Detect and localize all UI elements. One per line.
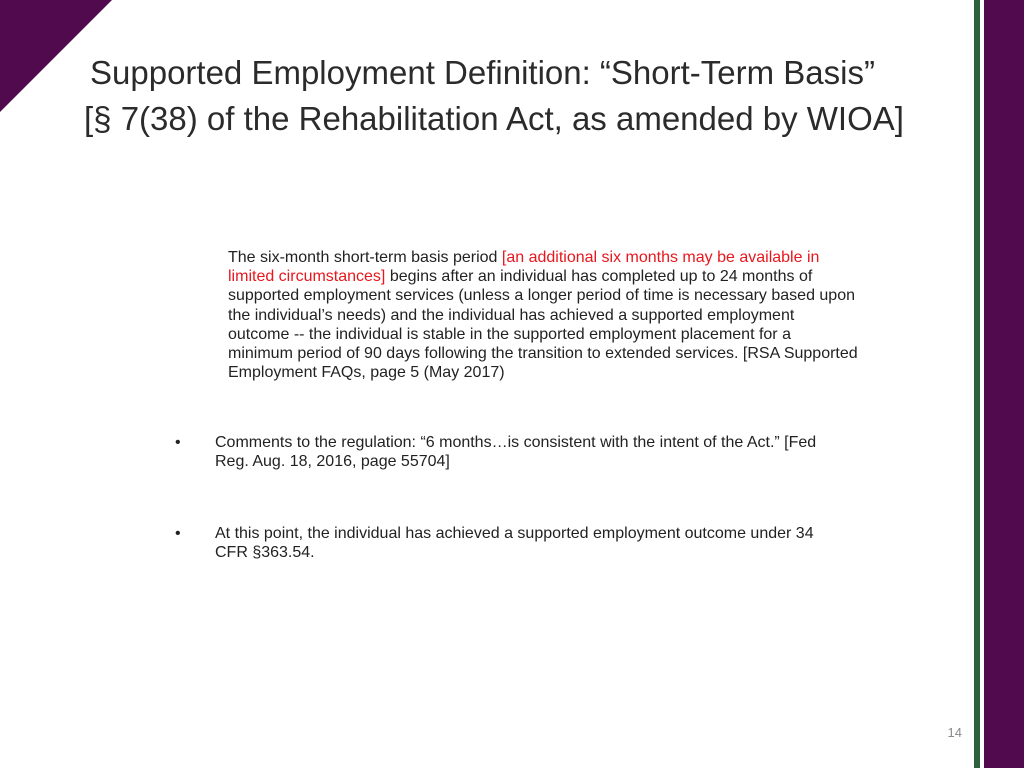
bullet-item-outcome bbox=[175, 524, 835, 562]
body-highlighted-text: [an additional six months may be available in limited circumstances] bbox=[228, 249, 820, 286]
bullet-marker: • bbox=[175, 434, 181, 451]
slide-title bbox=[84, 50, 964, 142]
body-remainder-text: begins after an individual has completed up to 24 months of supported employment services (unless a longer period of time is necessary based upon the individual’s needs) and the individual has achieved a supported employment outcome -- the individual is stable in the supported employment placement for a minimum period of 90 days following the transition to extended services. [RSA Supported Employment FAQs, page 5 (May 2017) bbox=[228, 268, 858, 382]
bullet-text: Comments to the regulation: “6 months…is consistent with the intent of the Act.” [Fed Reg. Aug. 18, 2016, page 55704] bbox=[215, 434, 817, 471]
body-intro-text: The six-month short-term basis period bbox=[228, 249, 502, 266]
body-paragraph bbox=[228, 248, 858, 382]
side-accent-purple-bar bbox=[984, 0, 1024, 768]
bullet-marker: • bbox=[175, 525, 181, 542]
page-number: 14 bbox=[947, 725, 962, 740]
bullet-text: At this point, the individual has achieved a supported employment outcome under 34 CFR §363.54. bbox=[215, 525, 814, 562]
side-accent-green-stripe bbox=[974, 0, 980, 768]
slide-title-line-2: [§ 7(38) of the Rehabilitation Act, as amended by WIOA] bbox=[84, 100, 904, 137]
bullet-item-comments bbox=[175, 433, 835, 471]
slide-title-line-1: Supported Employment Definition: “Short-Term Basis” bbox=[90, 54, 875, 91]
